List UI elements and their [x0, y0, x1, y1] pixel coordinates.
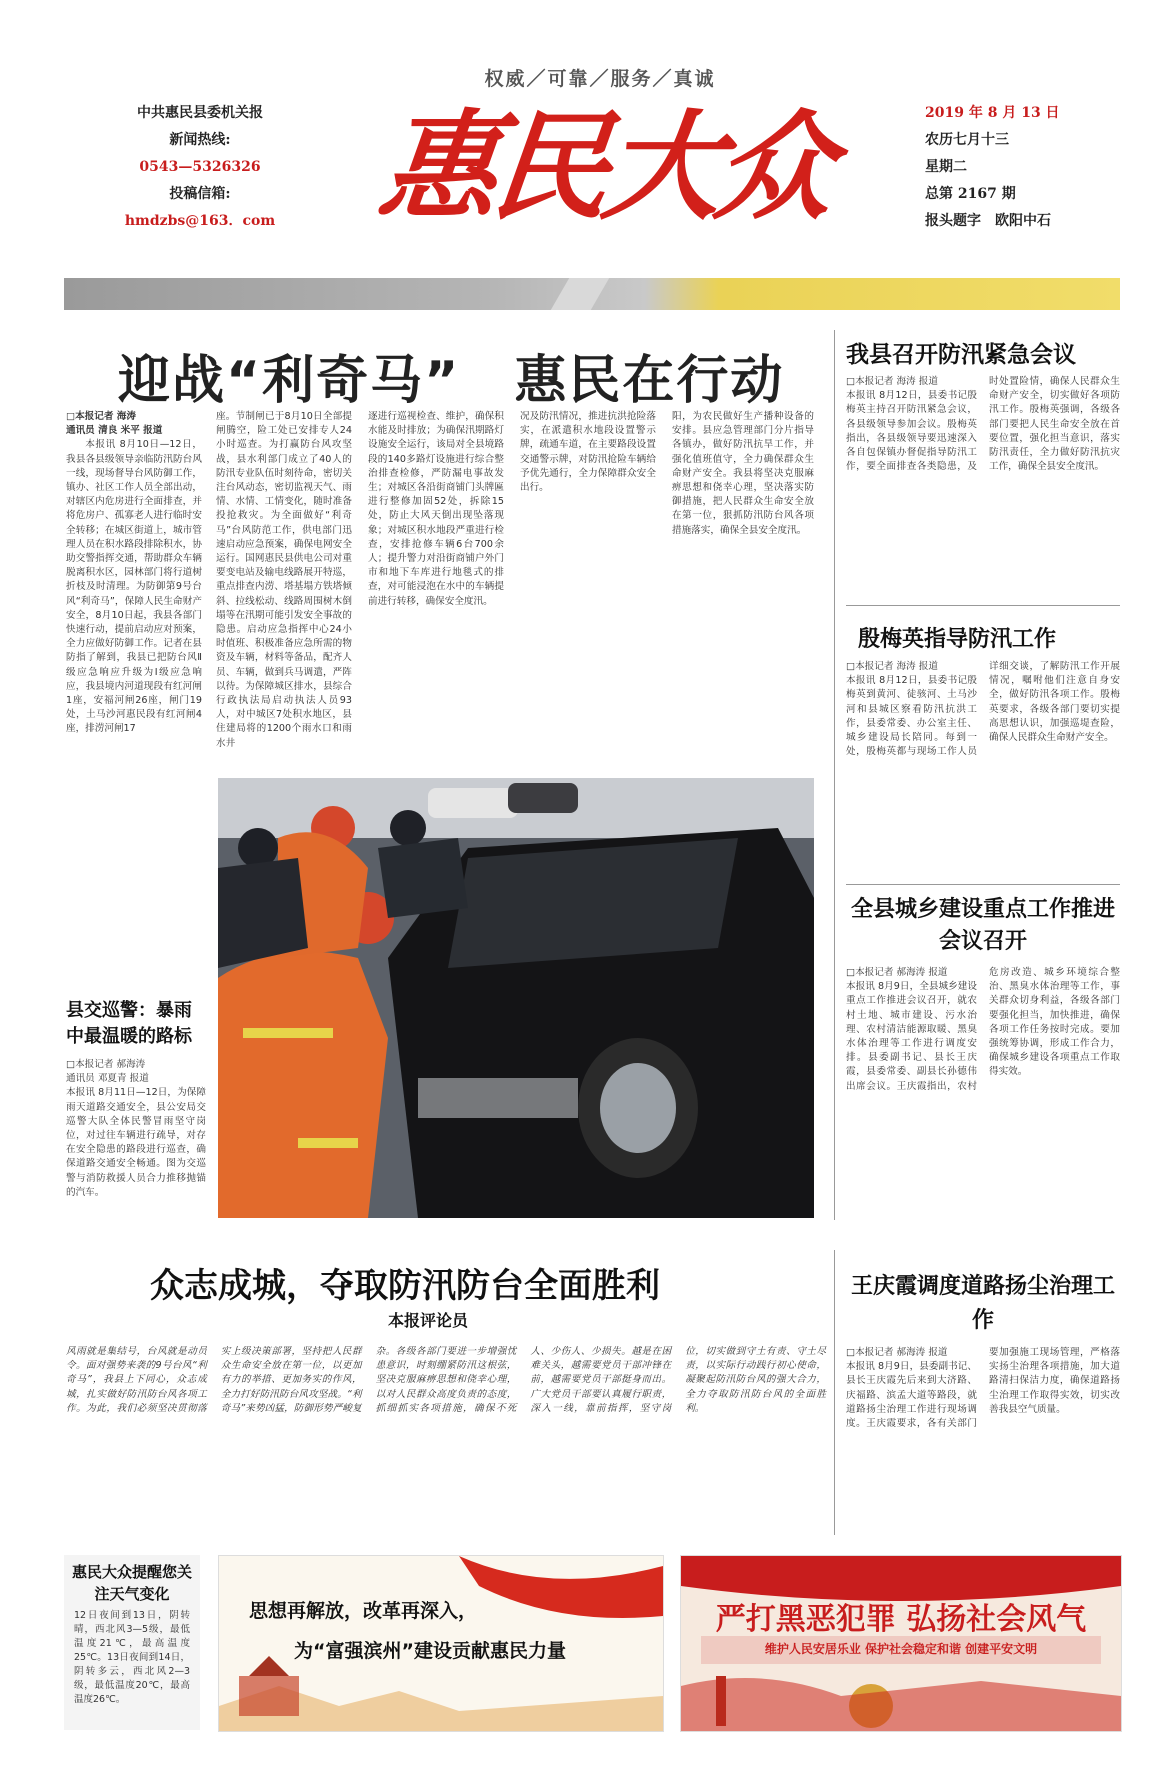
ad1-line2: 为“富强滨州”建设贡献惠民力量 [294, 1640, 566, 1662]
weather-text: 12日夜间到13日，阴转晴，西北风3—5级，最低温度21℃，最高温度25℃。13日夜间到14日，阴转多云，西北风2—3级，最低温度20℃，最高温度26℃。 [74, 1610, 190, 1705]
lunar-date: 农历七月十三 [925, 132, 1009, 148]
ad2-subtitle: 维护人民安居乐业 保护社会稳定和谐 创建平安文明 [764, 1642, 1038, 1656]
header-left-block [110, 100, 290, 235]
weather-title: 惠民大众提醒您关注天气变化 [72, 1563, 193, 1603]
lead-text-2: 座。节制闸已于8月10日全部提闸腾空，险工处已安排专人24小时巡查。为打赢防台风攻坚战，县水利部门成立了40人的防汛专业队伍时刻待命，密切关注台风动态，密切监视天气、雨情、水情、工情变化，随时准备投抢救灾。为全面做好“利奇马”台风防范工作，供电部门迅速启动应急预案，确保电网安全运行。国网惠民县供电公司对重要变电站及输电线路展开特巡，重点排查内涝、塔基塌方铁塔倾斜、拉线松动、线路周围树木倒塌等在汛期可能引发安全事故的隐患。启动应急指挥中心24小时值班、积极准备应急所需的物资及车辆，材料等备品，配齐人员、车辆，做到兵马调遣，严阵以待。为保障城区排水，县综合行政执法局启动执法人员93人，对中城区7处积水地区，县住建局将的1200个雨水口和雨水井 [216, 411, 352, 749]
editorial-author: 本报评论员 [388, 1311, 469, 1330]
lead-column-3 [368, 410, 504, 728]
dust-body: □本报记者 郝海涛 报道 本报讯 8月9日，县委副书记、县长王庆霞先后来到大济路、庆福路、滨孟大道等路段，就道路扬尘治理工作进行现场调度。王庆霞要求，各有关部门要加强施工现场管理，严格落实扬尘治理各项措施，加大道路清扫保洁力度，确保道路扬尘治理工作取得实效，切实改善我县空气质量。 [846, 1347, 1120, 1430]
slogan: 权威／可靠／服务／真诚 [484, 68, 716, 90]
lead-column-2 [216, 410, 352, 749]
ad-banner-anticrime [680, 1555, 1122, 1732]
issue-number: 总第 2167 期 [925, 186, 1016, 202]
weekday: 星期二 [925, 159, 967, 175]
lead-text-4: 况及防汛情况，推进抗洪抢险落实，在派遣积水地段设置警示牌，疏通车道，在主要路段设置交通警示牌，对防汛抢险车辆给予优先通行，全力保障群众安全出行。 [520, 411, 656, 494]
email-address: hmdzbs@163．com [124, 213, 276, 229]
photo-illustration [218, 778, 814, 1218]
lead-column-1 [66, 410, 202, 735]
inspect-body: □本报记者 海涛 报道 本报讯 8月12日，县委书记殷梅英到黄河、徒骇河、土马沙河和县城区察看防汛抗洪工作，县委常委、办公室主任、城乡建设局长陪同。每到一处，殷梅英都与现场工作人员详细交谈，了解防汛工作开展情况，嘱咐他们注意自身安全，做好防汛各项工作。殷梅英要求，各级各部门要切实提高思想认识，加强巡堤查险，确保人民群众生命财产安全。 [846, 661, 1120, 758]
hotline-label: 新闻热线: [169, 132, 231, 148]
lead-column-4 [520, 410, 656, 728]
email-label: 投稿信箱: [169, 186, 231, 202]
lead-text-5: 阳，为农民做好生产播种设备的安排。县应急管理部门分片指导各镇办，做好防汛抗旱工作，并强化值班值守，全力确保群众生命财产安全。我县将坚决克服麻痹思想和侥幸心理，坚决落实防御措施，把人民群众生命安全放在第一位，狠抓防汛防台风各项措施落实，确保全县安全度汛。 [672, 411, 814, 536]
inspect-headline: 殷梅英指导防汛工作 [858, 627, 1057, 652]
rescue-photo [218, 778, 814, 1218]
urban-headline: 全县城乡建设重点工作推进会议召开 [850, 897, 1115, 954]
meeting-headline: 我县召开防汛紧急会议 [846, 342, 1076, 368]
masthead-credit: 报头题字 欧阳中石 [925, 213, 1051, 229]
editorial-body: 风雨就是集结号，台风就是动员令。面对强势来袭的9号台风“利奇马”，我县上下同心，众志成城，扎实做好防汛防台风各项工作。为此，我们必须坚决贯彻落实上级决策部署，坚持把人民群众生命安全放在第一位，以更加有力的举措、更加务实的作风，全力打好防汛防台风攻坚战。“利奇马”来势凶猛，防御形势严峻复杂。各级各部门要进一步增强忧患意识，时刻绷紧防汛这根弦，坚决克服麻痹思想和侥幸心理，以对人民群众高度负责的态度，抓细抓实各项措施，确保不死人、少伤人、少损失。越是在困难关头，越需要党员干部冲锋在前，越需要党员干部挺身而出。广大党员干部要认真履行职责，深入一线，靠前指挥，坚守岗位，切实做到守土有责、守土尽责，以实际行动践行初心使命，凝聚起防汛防台风的强大合力，全力夺取防汛防台风的全面胜利。 [66, 1346, 826, 1414]
dust-headline: 王庆霞调度道路扬尘治理工作 [850, 1274, 1115, 1333]
ad1-line1: 思想再解放，改革再深入， [249, 1600, 478, 1622]
editorial-headline: 众志成城，夺取防汛防台全面胜利 [150, 1266, 660, 1306]
lead-column-5 [672, 410, 814, 728]
divider [846, 605, 1120, 606]
ad2-title: 严打黑恶犯罪 弘扬社会风气 [715, 1602, 1087, 1637]
lead-text-3: 逐进行巡视检查、维护，确保积水能及时排放；为确保汛期路灯设施安全运行，该局对全县境路段的140多路灯设施进行综合整治排查检修，严防漏电事故发生；对城区各沿街商铺门头牌匾进行整修加固52处，拆除15处，防止大风天倒出现坠落现象；对城区积水地段严重进行检查，安排抢修车辆6台700余人；提升警力对沿街商铺户外门市和地下车库进行地毯式的排查，对可能浸泡在水中的车辆提前进行转移，确保安全度汛。 [368, 411, 504, 607]
issue-date: 2019 年 8 月 13 日 [925, 105, 1060, 121]
traffic-headline: 县交巡警：暴雨中最温暖的路标 [66, 1000, 192, 1047]
column-rule [834, 330, 835, 1220]
traffic-body: □本报记者 郝海涛 通讯员 邓夏青 报道 本报讯 8月11日—12日，为保障雨天道路交通安全，县公安局交巡警大队全体民警冒雨坚守岗位，对过往车辆进行疏导，对存在安全隐患的路段进行巡查，确保道路交通安全畅通。图为交巡警与消防救援人员合力推移抛锚的汽车。 [66, 1059, 206, 1198]
hotline-number: 0543—5326326 [139, 159, 261, 175]
ad-banner-reform [218, 1555, 664, 1732]
org-name: 中共惠民县委机关报 [137, 105, 263, 121]
divider [846, 884, 1120, 885]
meeting-body: □本报记者 海涛 报道 本报讯 8月12日，县委书记殷梅英主持召开防汛紧急会议，各县级领导参加会议。殷梅英指出，各县级领导要迅速深入各自包保镇办督促指导防汛工作，要全面排查各类隐患，及时处置险情，确保人民群众生命财产安全，切实做好各项防汛工作。殷梅英强调，各级各部门要把人民生命安全放在首要位置，强化担当意识，落实防汛责任，全力做好防汛抗灾工作，确保全县安全度汛。 [846, 376, 1120, 473]
lead-headline: 迎战“利奇马” 惠民在行动 [118, 351, 785, 411]
masthead-logo [372, 92, 836, 262]
column-rule [834, 1250, 835, 1535]
masthead-title: 惠民大众 [372, 97, 836, 236]
lead-byline: □本报记者 海涛 通讯员 清良 米平 报道 [66, 411, 163, 437]
header-right-block [925, 100, 1115, 235]
weather-box [64, 1555, 200, 1730]
urban-body: □本报记者 郝海涛 报道 本报讯 8月9日，全县城乡建设重点工作推进会议召开，就农村土地、城市建设、污水治理、农村清洁能源取暖、黑臭水体治理等工作进行调度安排。县委副书记、县长王庆霞，县委常委、副县长孙德伟出席会议。王庆霞指出，农村危房改造、城乡环境综合整治、黑臭水体治理等工作，事关群众切身利益，各级各部门要强化担当，加快推进，确保各项工作任务按时完成。要加强统筹协调，形成工作合力，确保城乡建设各项重点工作取得实效。 [846, 967, 1120, 1092]
lead-text-1: 本报讯 8月10日—12日，我县各县级领导亲临防汛防台风一线，现场督导台风防御工作，镇办、社区工作人员全部出动，对辖区内危房进行全面排查，并将危房户、孤寡老人进行临时安全转移；在城区街道上，城市管理人员在积水路段排除积水，协助交警指挥交通，帮助群众车辆脱离积水区，园林部门将行道树折枝及时清理。为防御第9号台风“利奇马”，保障人民生命财产安全，8月10日起，我县各部门快速行动，提前启动应对预案，全力应做好防御工作。记者在县防指了解到，我县已把防台风Ⅱ级应急响应升级为Ⅰ级应急响应，我县境内河道现段有红河闸1座，安福河闸26座，闸门19处，土马沙河惠民段有红河闸4座，排涝河闸17 [66, 439, 202, 735]
